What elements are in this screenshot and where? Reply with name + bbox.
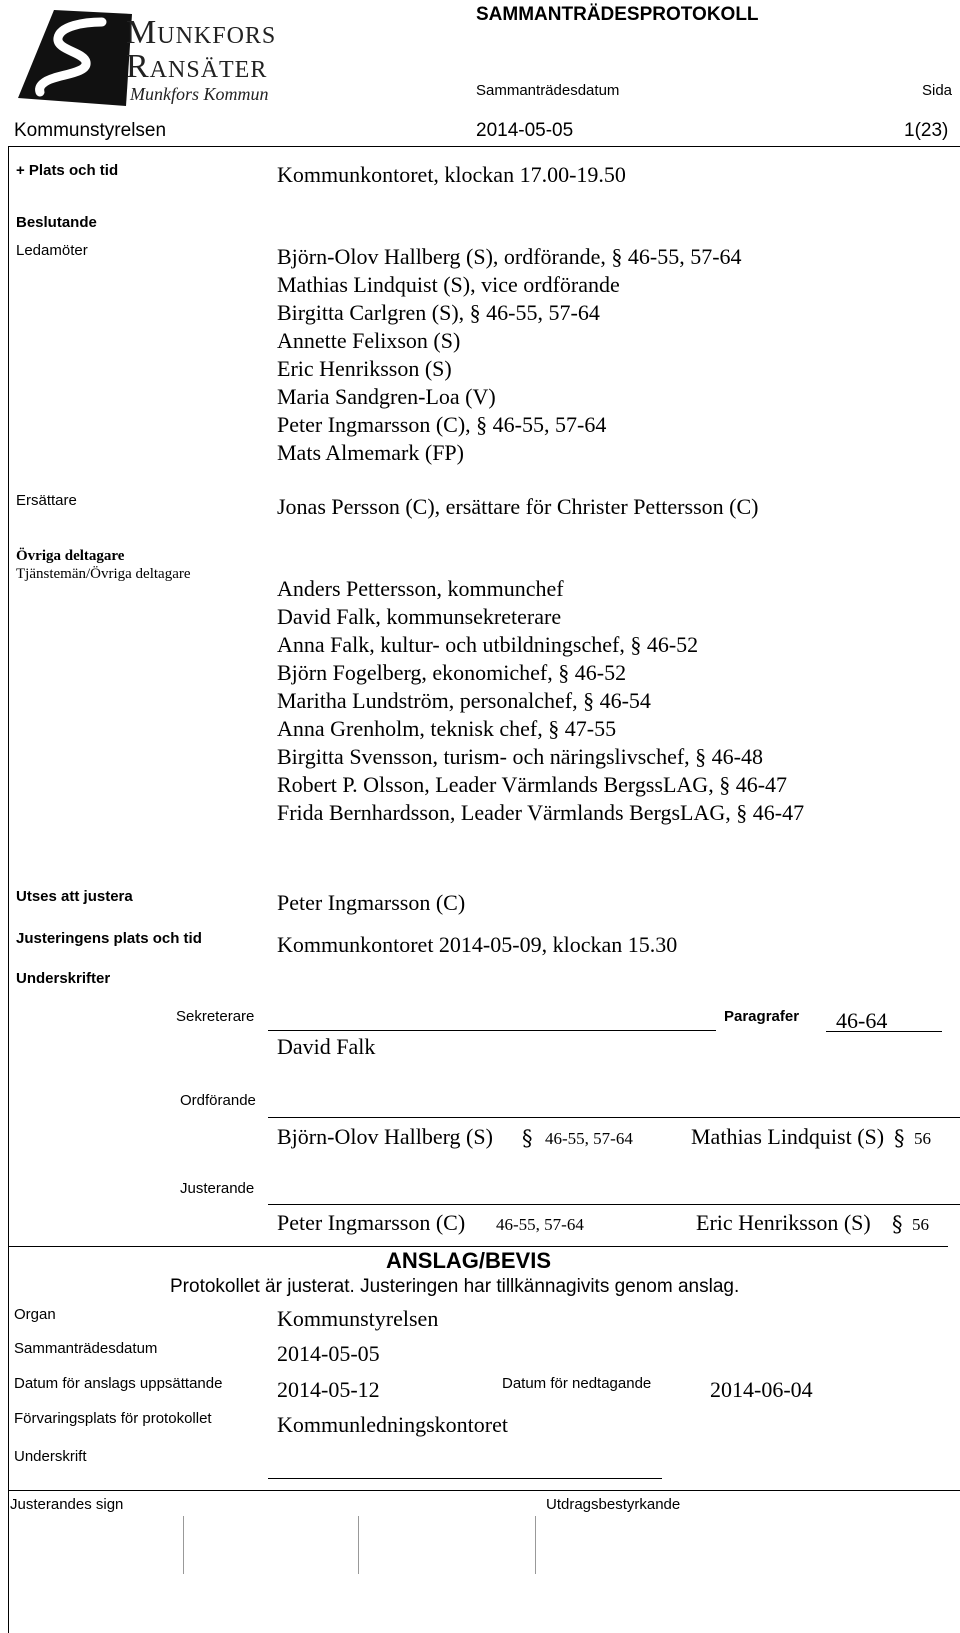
participant-item: Björn Fogelberg, ekonomichef, § 46-52 [277, 660, 627, 685]
secretary-signature-line [268, 1030, 716, 1031]
adjustment-place-label: Justeringens plats och tid [16, 930, 202, 947]
member-item: Mats Almemark (FP) [277, 440, 464, 465]
anslag-title: ANSLAG/BEVIS [386, 1248, 552, 1273]
anslag-date-value: 2014-05-05 [277, 1341, 380, 1366]
member-item: Björn-Olov Hallberg (S), ordförande, § 46-55, 57-64 [277, 244, 742, 269]
chairman-paragraphs-1: 46-55, 57-64 [545, 1129, 633, 1148]
substitutes-value: Jonas Persson (C), ersättare för Christer Pettersson (C) [277, 494, 759, 519]
participant-item: Anna Grenholm, teknisk chef, § 47-55 [277, 716, 617, 741]
organ-label: Organ [14, 1306, 56, 1323]
page-number: 1(23) [904, 120, 949, 141]
other-participants-label: Övriga deltagare [16, 548, 125, 564]
logo-line-2: Ransäter [126, 48, 268, 85]
logo-emblem-icon [14, 8, 134, 108]
sign-box-divider-2 [358, 1516, 359, 1574]
left-margin-rule [8, 146, 9, 1633]
chairman-name-2: Mathias Lindquist (S) [691, 1124, 885, 1149]
participant-item: Maritha Lundström, personalchef, § 46-54 [277, 688, 651, 713]
beslutande-label: Beslutande [16, 214, 97, 231]
other-participants-sublabel: Tjänstemän/Övriga deltagare [16, 566, 191, 582]
chairman-paragraphs-2: 56 [914, 1129, 931, 1148]
storage-label: Förvaringsplats för protokollet [14, 1410, 212, 1427]
page-label: Sida [922, 82, 953, 99]
participant-item: Birgitta Svensson, turism- och näringslivschef, § 46-48 [277, 744, 763, 769]
substitutes-label: Ersättare [16, 492, 77, 509]
member-item: Maria Sandgren-Loa (V) [277, 384, 496, 409]
adjusters-sign-label: Justerandes sign [10, 1496, 124, 1513]
extract-certification-label: Utdragsbestyrkande [546, 1496, 681, 1513]
chairman-name-1: Björn-Olov Hallberg (S) [277, 1124, 493, 1149]
adjuster-name-1: Peter Ingmarsson (C) [277, 1210, 466, 1235]
place-value: Kommunkontoret, klockan 17.00-19.50 [277, 162, 626, 187]
member-item: Mathias Lindquist (S), vice ordförande [277, 272, 620, 297]
logo-line-1: Munkfors [126, 14, 277, 51]
participant-item: Robert P. Olsson, Leader Värmlands BergssLAG, § 46-47 [277, 772, 788, 797]
adjuster-label: Utses att justera [16, 888, 133, 905]
member-item: Peter Ingmarsson (C), § 46-55, 57-64 [277, 412, 607, 437]
chairman-section-2: § [894, 1126, 905, 1150]
adjustment-place-value: Kommunkontoret 2014-05-09, klockan 15.30 [277, 932, 678, 957]
signature-line [268, 1478, 662, 1479]
members-label: Ledamöter [16, 242, 88, 259]
paragraphs-line [826, 1031, 942, 1032]
chairman-signature-line [268, 1117, 960, 1118]
header-rule [8, 146, 960, 147]
logo-subtitle: Munkfors Kommun [130, 84, 269, 104]
meeting-date-label: Sammanträdesdatum [476, 82, 620, 99]
posting-date-label: Datum för anslags uppsättande [14, 1375, 223, 1392]
adjuster-name-2: Eric Henriksson (S) [696, 1210, 871, 1235]
chairman-label: Ordförande [180, 1092, 256, 1109]
paragraphs-label: Paragrafer [724, 1008, 800, 1025]
removal-date-label: Datum för nedtagande [502, 1375, 652, 1392]
signature-label: Underskrift [14, 1448, 87, 1465]
adjuster-value: Peter Ingmarsson (C) [277, 890, 466, 915]
adjuster-paragraphs-1: 46-55, 57-64 [496, 1215, 584, 1234]
secretary-label: Sekreterare [176, 1008, 255, 1025]
participant-item: Anders Pettersson, kommunchef [277, 576, 564, 601]
sign-box-divider-3 [535, 1516, 536, 1574]
secretary-name: David Falk [277, 1034, 376, 1059]
municipality-logo [14, 8, 294, 108]
organ-name: Kommunstyrelsen [14, 120, 167, 141]
sign-box-divider-1 [183, 1516, 184, 1574]
anslag-subtitle: Protokollet är justerat. Justeringen har tillkännagivits genom anslag. [170, 1276, 740, 1297]
organ-value: Kommunstyrelsen [277, 1306, 439, 1331]
participant-item: David Falk, kommunsekreterare [277, 604, 562, 629]
signatures-label: Underskrifter [16, 970, 111, 987]
removal-date-value: 2014-06-04 [710, 1377, 813, 1402]
adjuster-paragraphs-2: 56 [912, 1215, 929, 1234]
posting-date-value: 2014-05-12 [277, 1377, 380, 1402]
document-title: SAMMANTRÄDESPROTOKOLL [476, 4, 759, 25]
adjusters-label: Justerande [180, 1180, 255, 1197]
storage-value: Kommunledningskontoret [277, 1412, 508, 1437]
participant-item: Frida Bernhardsson, Leader Värmlands BergsLAG, § 46-47 [277, 800, 805, 825]
adjusters-signature-line [268, 1204, 960, 1205]
paragraphs-value: 46-64 [836, 1008, 888, 1033]
member-item: Annette Felixson (S) [277, 328, 461, 353]
member-item: Birgitta Carlgren (S), § 46-55, 57-64 [277, 300, 600, 325]
anslag-date-label: Sammanträdesdatum [14, 1340, 158, 1357]
place-label: + Plats och tid [16, 162, 119, 179]
meeting-date: 2014-05-05 [476, 120, 574, 141]
participant-item: Anna Falk, kultur- och utbildningschef, § 46-52 [277, 632, 699, 657]
anslag-top-rule [8, 1246, 948, 1247]
chairman-section-1: § [522, 1126, 533, 1150]
member-item: Eric Henriksson (S) [277, 356, 452, 381]
footer-rule [8, 1490, 960, 1491]
adjuster-section-2: § [892, 1212, 903, 1236]
